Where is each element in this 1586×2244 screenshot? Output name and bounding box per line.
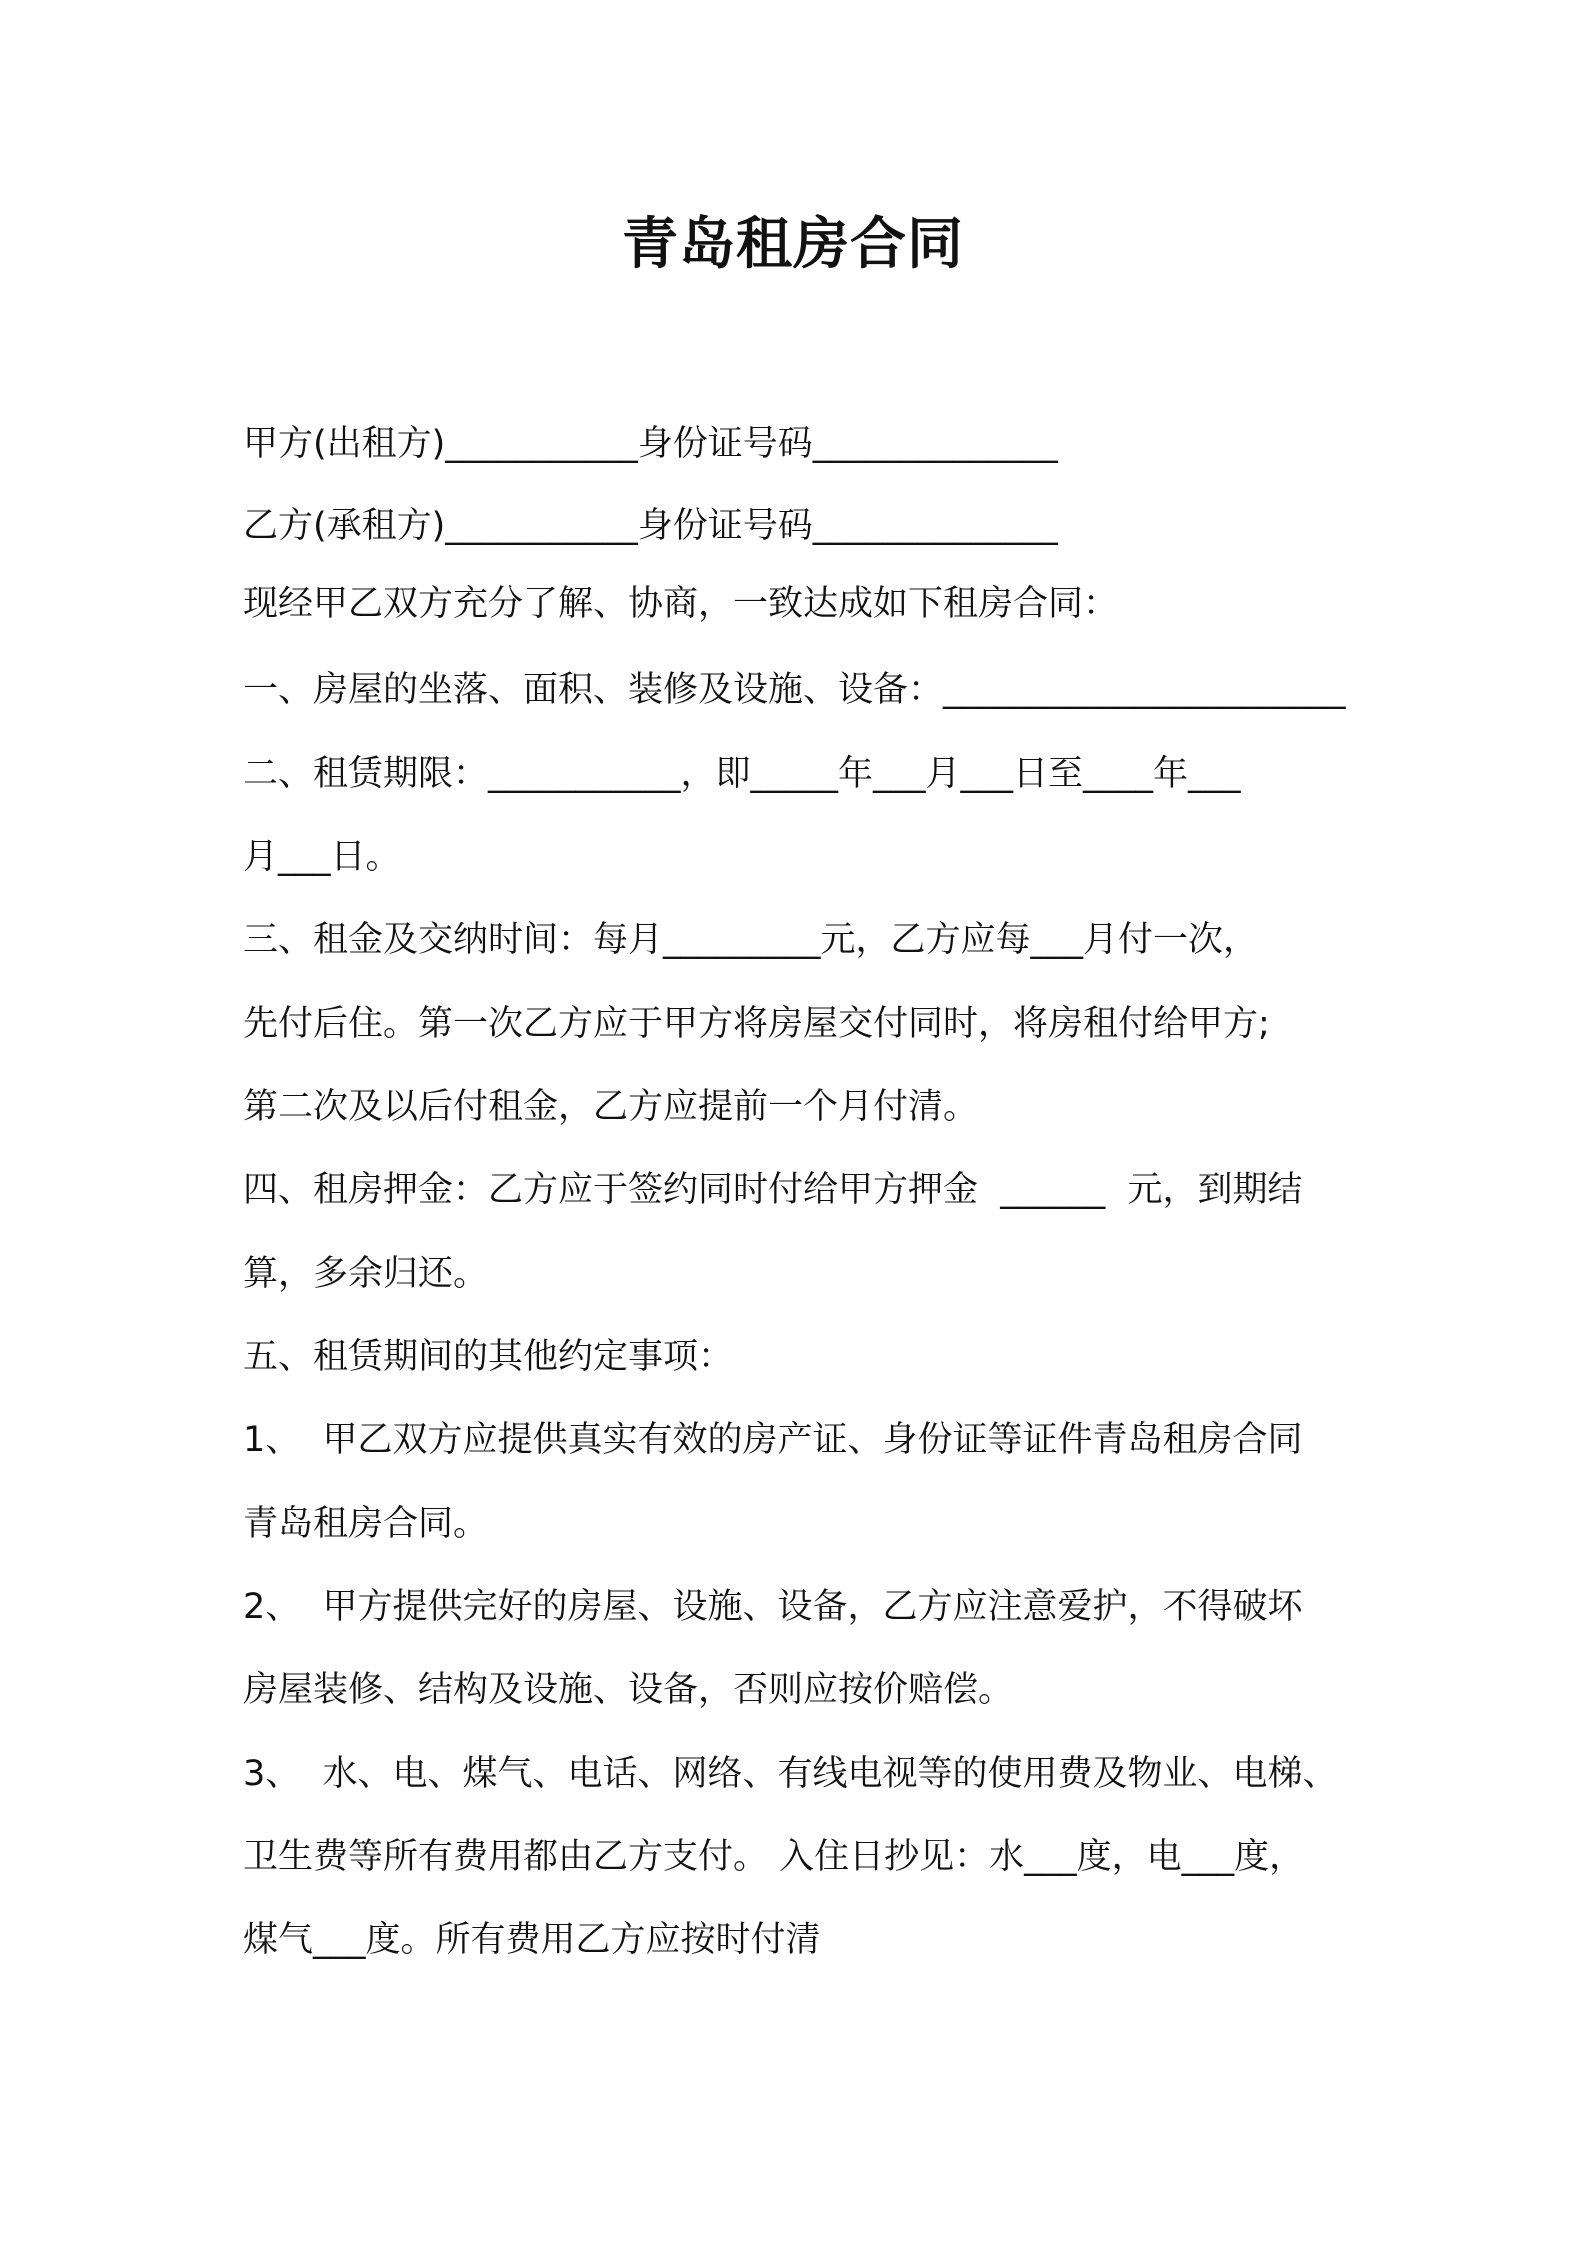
item-3-line-cont-1: 卫生费等所有费用都由乙方支付。 入住日抄见：水___度，电___度， — [243, 1837, 1305, 1877]
item-2-line-cont: 房屋装修、结构及设施、设备，否则应按价赔偿。 — [243, 1670, 1014, 1710]
clause-3-line: 三、租金及交纳时间：每月_________元，乙方应每___月付一次， — [243, 920, 1259, 960]
clause-4-line-cont: 算，多余归还。 — [243, 1254, 489, 1294]
clause-4-line: 四、租房押金：乙方应于签约同时付给甲方押金 ______ 元，到期结 — [243, 1170, 1303, 1210]
clause-2-line: 二、租赁期限：___________，即_____年___月___日至____年___ — [243, 754, 1241, 794]
party-b-line: 乙方(承租方)___________身份证号码______________ — [243, 506, 1058, 546]
clause-5-heading: 五、租赁期间的其他约定事项： — [243, 1337, 734, 1377]
clause-3-line-cont-2: 第二次及以后付租金，乙方应提前一个月付清。 — [243, 1087, 979, 1127]
clause-3-line-cont-1: 先付后住。第一次乙方应于甲方将房屋交付同时，将房租付给甲方; — [243, 1004, 1270, 1044]
item-3-line: 3、 水、电、煤气、电话、网络、有线电视等的使用费及物业、电梯、 — [243, 1754, 1338, 1794]
item-1-line: 1、 甲乙双方应提供真实有效的房产证、身份证等证件青岛租房合同 — [243, 1420, 1303, 1460]
clause-1-line: 一、房屋的坐落、面积、装修及设施、设备：_______________________ — [243, 670, 1346, 710]
item-3-line-cont-2: 煤气___度。所有费用乙方应按时付清 — [243, 1920, 821, 1960]
party-a-line: 甲方(出租方)___________身份证号码______________ — [243, 424, 1058, 464]
document-title: 青岛租房合同 — [622, 212, 964, 277]
intro-line: 现经甲乙双方充分了解、协商，一致达成如下租房合同： — [243, 584, 1119, 624]
item-2-line: 2、 甲方提供完好的房屋、设施、设备，乙方应注意爱护，不得破坏 — [243, 1587, 1303, 1627]
item-1-line-cont: 青岛租房合同。 — [243, 1504, 489, 1544]
clause-2-line-cont: 月___日。 — [243, 837, 401, 877]
